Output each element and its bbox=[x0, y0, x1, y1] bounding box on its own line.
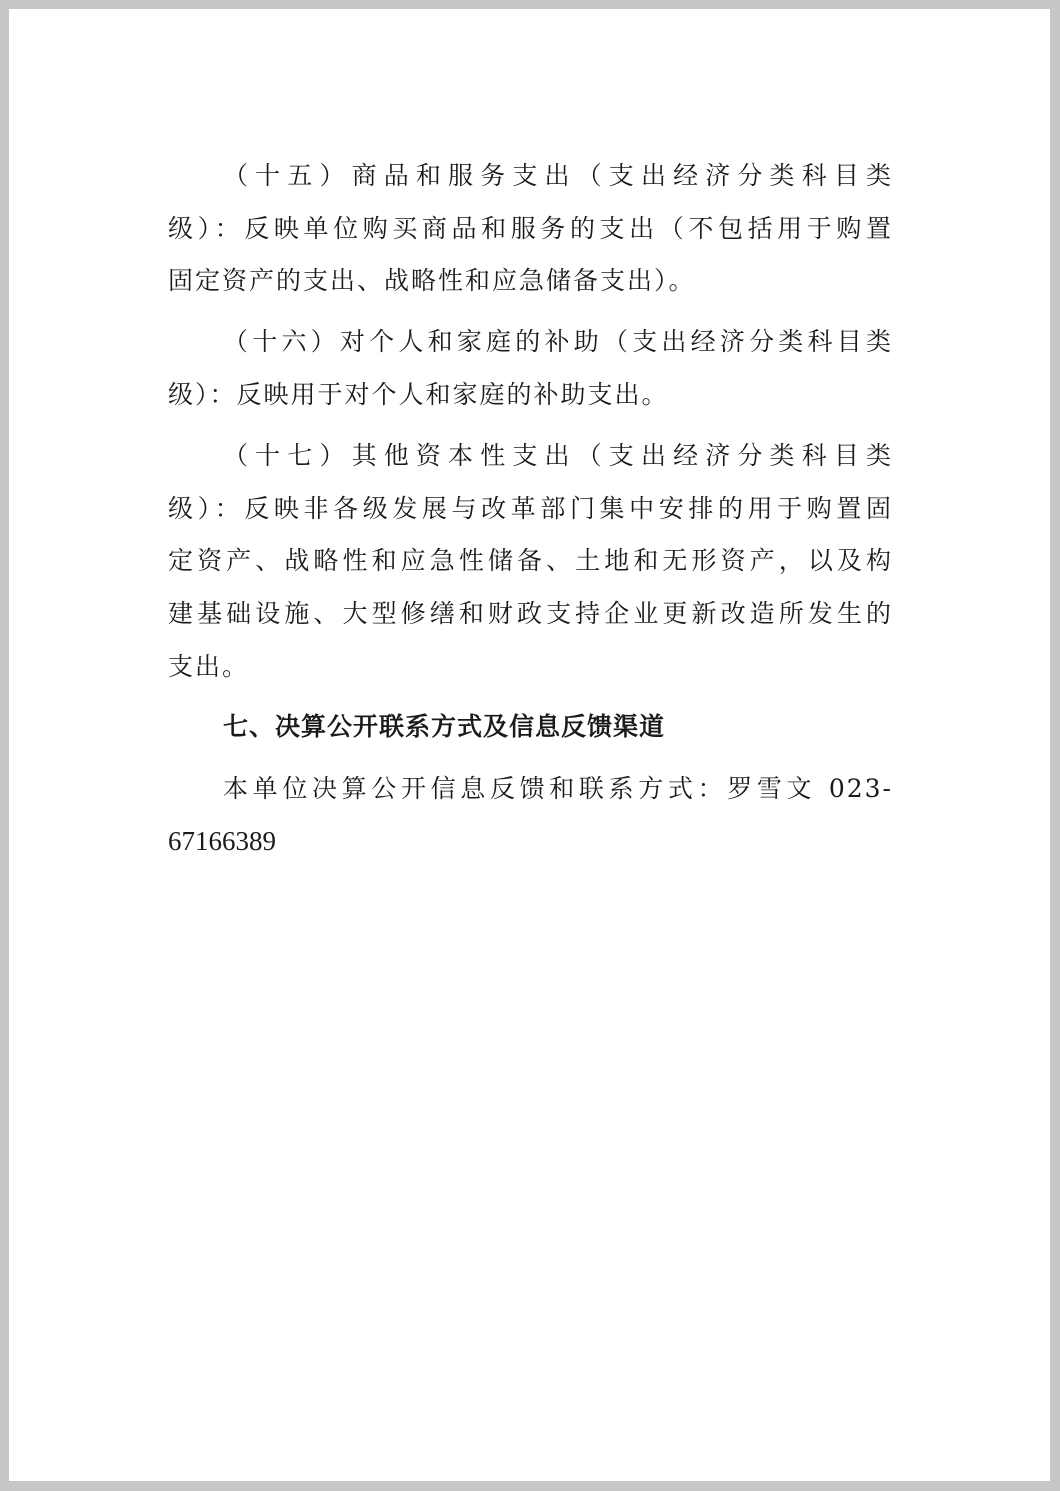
item-17-line-2: 级）：反映非各级发展与改革部门集中安排的用于购置固 bbox=[168, 494, 893, 523]
item-15-line-3: 固定资产的支出、战略性和应急储备支出）。 bbox=[168, 266, 696, 295]
item-17-line-4: 建基础设施、大型修缮和财政支持企业更新改造所发生的 bbox=[168, 599, 893, 628]
item-15-line-2: 级）：反映单位购买商品和服务的支出（不包括用于购置 bbox=[168, 214, 893, 243]
item-17-line-5: 支出。 bbox=[168, 652, 250, 681]
item-16-line-2: 级）：反映用于对个人和家庭的补助支出。 bbox=[168, 380, 669, 409]
section-heading: 七、决算公开联系方式及信息反馈渠道 bbox=[223, 712, 666, 741]
item-15-line-1: （十五）商品和服务支出（支出经济分类科目类 bbox=[223, 161, 893, 190]
item-16-line-1: （十六）对个人和家庭的补助（支出经济分类科目类 bbox=[223, 327, 893, 356]
item-17-line-3: 定资产、战略性和应急性储备、土地和无形资产，以及构 bbox=[168, 546, 893, 575]
contact-line-1: 本单位决算公开信息反馈和联系方式：罗雪文 023- bbox=[223, 774, 893, 803]
document-page bbox=[9, 9, 1050, 1481]
item-17-line-1: （十七）其他资本性支出（支出经济分类科目类 bbox=[223, 441, 893, 470]
contact-phone-tail: 67166389 bbox=[168, 826, 276, 856]
